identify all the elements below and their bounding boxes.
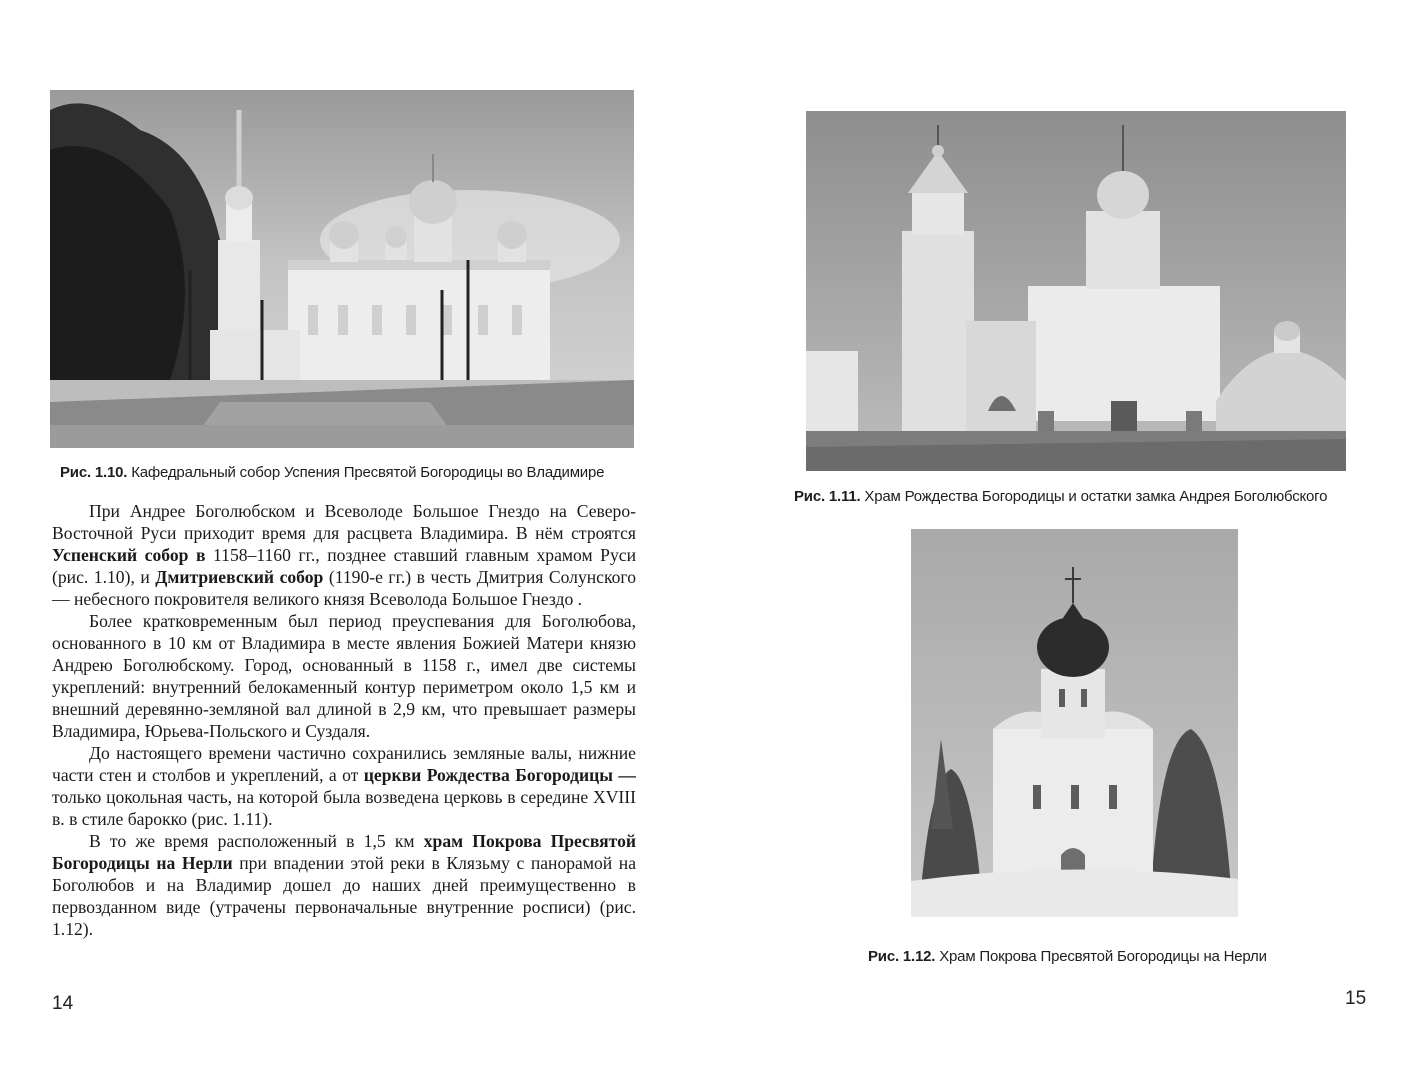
bold-term: храм Покрова Пресвятой Богородицы на Нерли <box>52 831 636 873</box>
text-run: 1158–1160 гг., позднее ставший главным храмом Руси (рис. 1.10), и <box>52 545 636 587</box>
figure-1-10-photo <box>50 90 634 448</box>
text-run: при впадении этой реки в Клязьму с панорамой на Боголюбов и на Владимир дошел до наших дней преимущественно в первозданном виде (утрачены первоначальные внутренние росписи) (рис. 1.12). <box>52 853 637 939</box>
paragraph <box>52 500 636 610</box>
bold-term: Успенский собор в <box>52 545 206 565</box>
text-run: только цокольная часть, на которой была возведена церковь в середине XVIII в. в стиле барокко (рис. 1.11). <box>52 787 636 829</box>
figure-1-10-caption <box>60 464 604 481</box>
figure-1-11-label: Рис. 1.11. <box>794 488 861 505</box>
figure-1-11-caption <box>794 488 1327 505</box>
figure-1-12-label: Рис. 1.12. <box>868 948 936 965</box>
body-text <box>52 500 636 940</box>
text-run: При Андрее Боголюбском и Всеволоде Большое Гнездо на Северо-Восточной Руси приходит время для расцвета Владимира. В нём строятся <box>52 501 636 543</box>
figure-1-10-text: Кафедральный собор Успения Пресвятой Богородицы во Владимире <box>131 464 605 481</box>
text-run: До настоящего времени частично сохранились земляные валы, нижние части стен и столбов и укреплений, а от <box>52 743 636 785</box>
paragraph <box>52 830 636 940</box>
figure-1-11-photo <box>806 111 1346 471</box>
text-run: (1190-е гг.) в честь Дмитрия Солунского — небесного покровителя великого князя Всеволода Большое Гнездо . <box>52 567 637 609</box>
page-number-left: 14 <box>52 993 74 1014</box>
left-page <box>0 0 702 1080</box>
page-number-right: 15 <box>1345 988 1367 1009</box>
figure-1-11-text: Храм Рождества Богородицы и остатки замка Андрея Боголюбского <box>864 488 1328 505</box>
figure-1-12-photo <box>911 529 1238 917</box>
figure-1-12-caption <box>868 948 1267 965</box>
bold-term: Дмитриевский собор <box>155 567 324 587</box>
paragraph <box>52 742 636 830</box>
figure-1-10-label: Рис. 1.10. <box>60 464 128 481</box>
paragraph <box>52 610 636 742</box>
text-run: В то же время расположенный в 1,5 км <box>89 831 424 851</box>
figure-1-12-text: Храм Покрова Пресвятой Богородицы на Нерли <box>939 948 1267 965</box>
text-run: Более кратковременным был период преуспевания для Боголюбова, основанного в 10 км от Владимира в месте явления Божией Матери князю Андрею Боголюбскому. Город, основанный в 1158 г., имел две системы укреплений: внутренний белокаменный контур периметром около 1,5 км и внешний деревянно-земляной вал длиной в 2,9 км, что превышает размеры Владимира, Юрьева-Польского и Суздаля. <box>52 611 636 741</box>
bold-term: церкви Рождества Богородицы — <box>363 765 637 785</box>
right-page <box>702 0 1405 1080</box>
